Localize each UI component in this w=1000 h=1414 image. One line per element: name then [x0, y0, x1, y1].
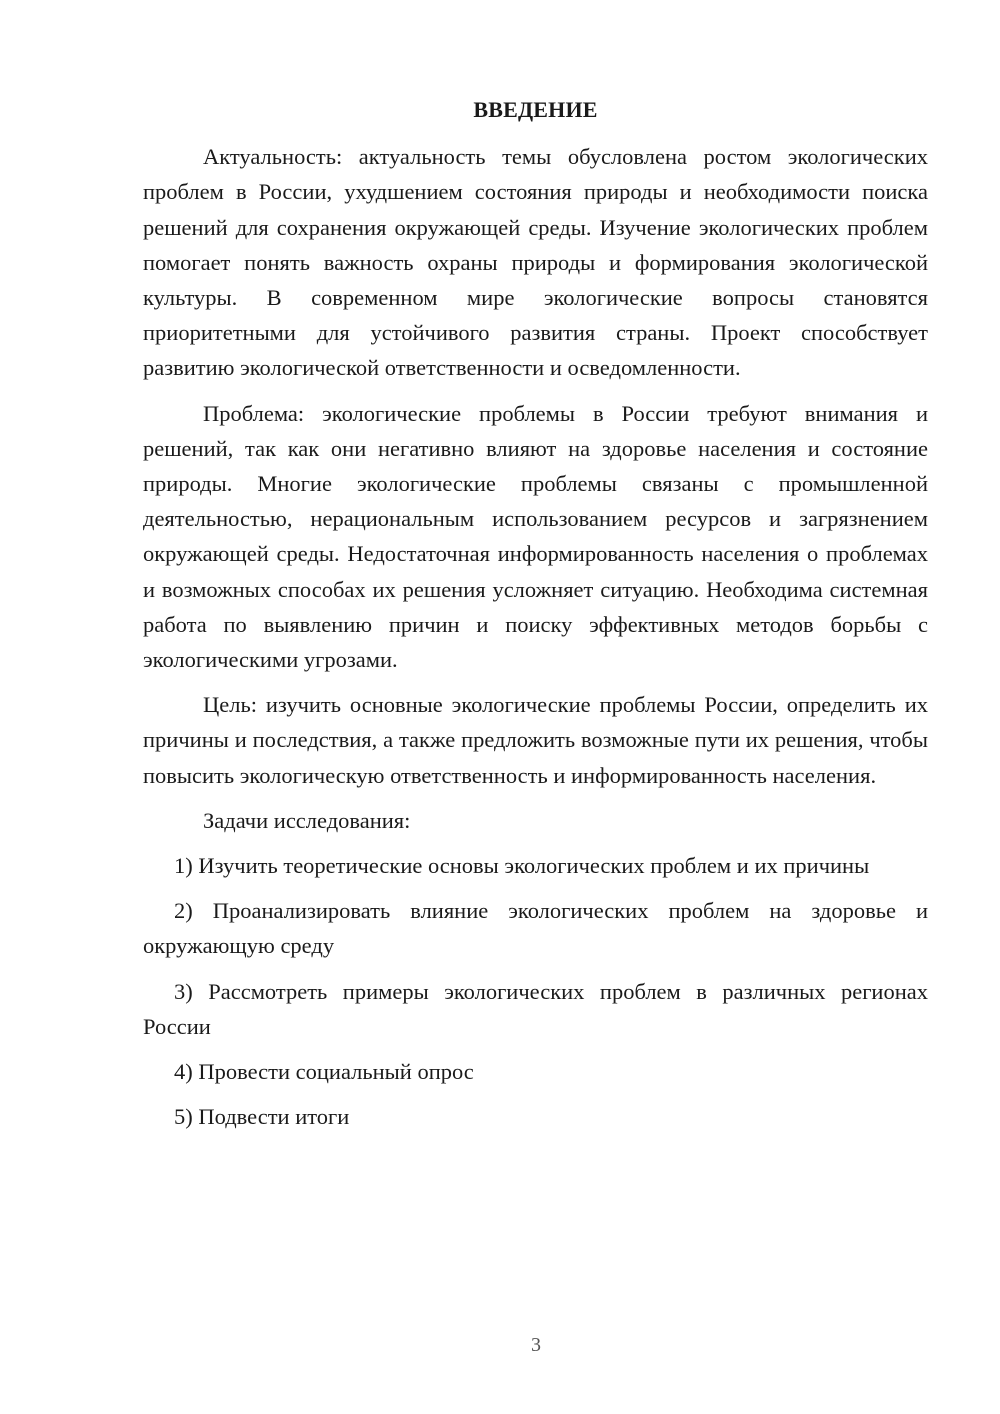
relevance-paragraph: Актуальность: актуальность темы обусловлена ростом экологических проблем в России, ухудшением состояния природы и необходимости поиска решений для сохранения окружающей среды. Изучение экологических проблем помогает понять важность охраны природы и формирования экологической культуры. В современном мире экологические вопросы становятся приоритетными для устойчивого развития страны. Проект способствует развитию экологической ответственности и осведомленности.	[143, 144, 928, 381]
task-item-5: 5) Подвести итоги	[174, 1104, 350, 1130]
problem-paragraph: Проблема: экологические проблемы в России требуют внимания и решений, так как они негативно влияют на здоровье населения и состояние природы. Многие экологические проблемы связаны с промышленной деятельностью, нерациональным использованием ресурсов и загрязнением окружающей среды. Недостаточная информированность населения о проблемах и возможных способах их решения усложняет ситуацию. Необходима системная работа по выявлению причин и поиску эффективных методов борьбы с экологическими угрозами.	[143, 400, 928, 673]
task-item-3: 3) Рассмотреть примеры экологических проблем в различных регионах России	[143, 978, 928, 1039]
task-item-2: 2) Проанализировать влияние экологических проблем на здоровье и окружающую среду	[143, 898, 928, 959]
document-page	[143, 92, 928, 1144]
goal-paragraph: Цель: изучить основные экологические проблемы России, определить их причины и последствия, а также предложить возможные пути их решения, чтобы повысить экологическую ответственность и информированность населения.	[143, 692, 928, 788]
section-title: ВВЕДЕНИЕ	[473, 97, 598, 122]
tasks-heading: Задачи исследования:	[203, 807, 411, 833]
task-item-1: 1) Изучить теоретические основы экологических проблем и их причины	[174, 853, 870, 879]
task-item-4: 4) Провести социальный опрос	[174, 1059, 474, 1085]
page-number: 3	[531, 1334, 541, 1356]
